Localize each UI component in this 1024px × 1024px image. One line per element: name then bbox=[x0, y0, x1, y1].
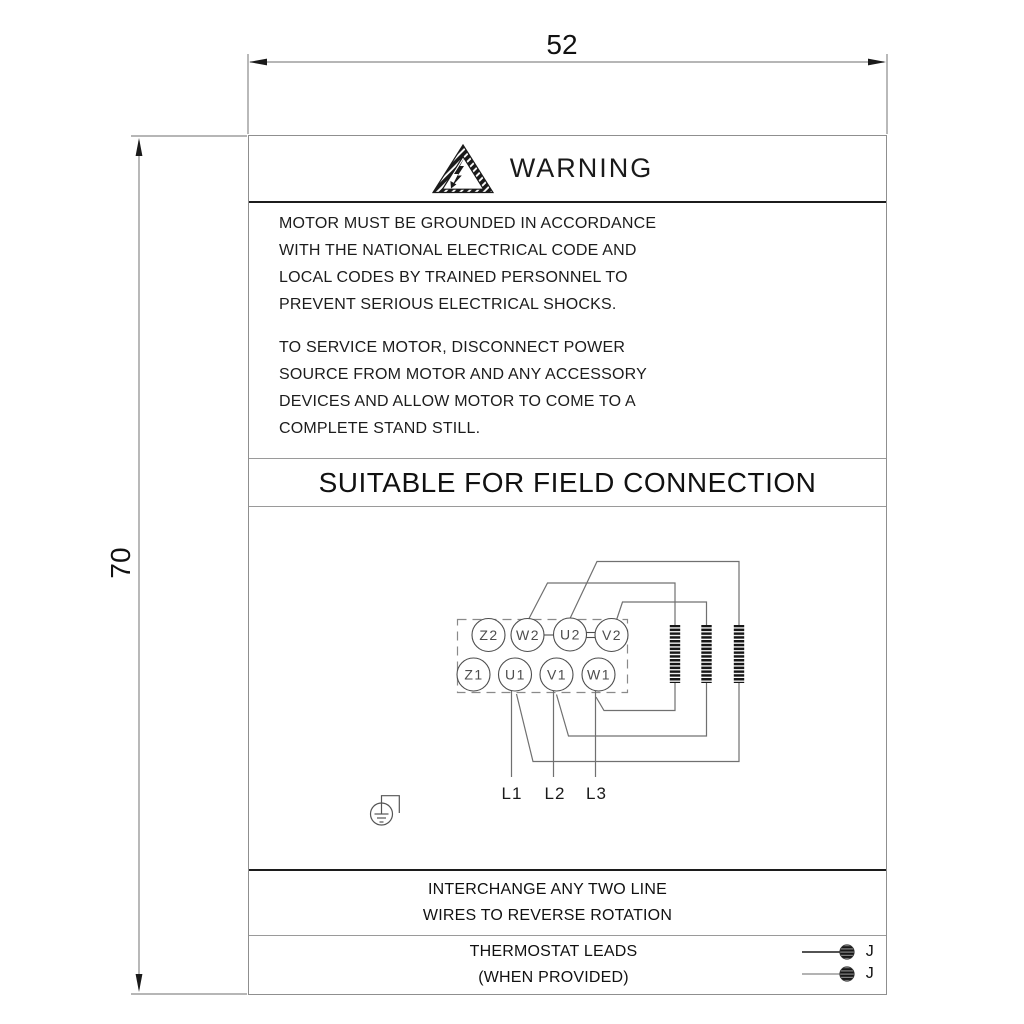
arrowhead-down-icon bbox=[136, 974, 143, 992]
ground-icon bbox=[371, 796, 400, 825]
svg-text:U2: U2 bbox=[560, 626, 581, 643]
terminal-z2 bbox=[472, 619, 505, 652]
svg-text:W2: W2 bbox=[516, 627, 540, 643]
safety-text-section bbox=[249, 203, 886, 458]
text-line: WITH THE NATIONAL ELECTRICAL CODE AND bbox=[279, 242, 637, 259]
warning-title: WARNING bbox=[509, 153, 654, 183]
grounding-paragraph bbox=[279, 210, 866, 318]
text-line: WIRES TO REVERSE ROTATION bbox=[422, 907, 673, 924]
lead-label: J bbox=[865, 965, 874, 982]
field-connection-heading: SUITABLE FOR FIELD CONNECTION bbox=[249, 458, 886, 507]
text-line: MOTOR MUST BE GROUNDED IN ACCORDANCE bbox=[279, 215, 657, 232]
thermostat-lead-1 bbox=[802, 943, 874, 961]
text-line: SOURCE FROM MOTOR AND ANY ACCESSORY bbox=[279, 366, 647, 383]
terminal-u2 bbox=[554, 618, 587, 651]
svg-text:U1: U1 bbox=[505, 666, 526, 683]
text-line: DEVICES AND ALLOW MOTOR TO COME TO A bbox=[279, 393, 636, 410]
service-paragraph bbox=[279, 334, 866, 442]
svg-text:Z2: Z2 bbox=[479, 627, 499, 643]
warning-header bbox=[249, 136, 886, 203]
text-line: INTERCHANGE ANY TWO LINE bbox=[428, 881, 667, 898]
arrowhead-right-icon bbox=[868, 59, 886, 66]
terminal-u1 bbox=[499, 658, 532, 691]
text-line: COMPLETE STAND STILL. bbox=[279, 420, 481, 437]
thermostat-lead-2 bbox=[802, 965, 874, 983]
line-label-l1: L1 bbox=[501, 784, 523, 803]
text-line: PREVENT SERIOUS ELECTRICAL SHOCKS. bbox=[279, 296, 617, 313]
motor-warning-label bbox=[248, 135, 887, 995]
height-dimension-label: 70 bbox=[105, 547, 136, 579]
terminal-z1 bbox=[457, 658, 490, 691]
coil-symbol bbox=[670, 625, 680, 683]
wiring-diagram bbox=[249, 507, 886, 869]
line-label-l3: L3 bbox=[586, 784, 607, 803]
width-dimension bbox=[248, 54, 887, 134]
thermostat-lead-icon bbox=[802, 943, 858, 961]
lead-label: J bbox=[865, 943, 874, 960]
line-label-l2: L2 bbox=[544, 784, 566, 803]
high-voltage-warning-icon bbox=[432, 144, 494, 194]
terminal-w1 bbox=[582, 658, 615, 691]
wiring-diagram-section bbox=[249, 507, 886, 871]
svg-text:Z1: Z1 bbox=[464, 666, 484, 683]
svg-text:V1: V1 bbox=[546, 666, 568, 683]
arrowhead-up-icon bbox=[136, 138, 143, 156]
svg-text:V2: V2 bbox=[601, 627, 623, 643]
height-dimension bbox=[131, 136, 247, 994]
coil-symbol bbox=[734, 625, 744, 683]
supply-line-drops bbox=[512, 691, 596, 778]
text-line: TO SERVICE MOTOR, DISCONNECT POWER bbox=[279, 339, 626, 356]
terminal-v2 bbox=[595, 619, 628, 652]
text-line: (WHEN PROVIDED) bbox=[478, 969, 629, 986]
coil-symbol bbox=[701, 625, 711, 683]
width-dimension-label: 52 bbox=[546, 29, 578, 60]
terminal-v1 bbox=[540, 658, 573, 691]
thermostat-lead-icon bbox=[802, 965, 858, 983]
arrowhead-left-icon bbox=[249, 59, 267, 66]
interchange-note bbox=[249, 871, 886, 936]
winding-coils bbox=[670, 625, 744, 683]
text-line: LOCAL CODES BY TRAINED PERSONNEL TO bbox=[279, 269, 628, 286]
terminal-w2 bbox=[511, 619, 544, 652]
svg-text:W1: W1 bbox=[587, 666, 611, 683]
text-line: THERMOSTAT LEADS bbox=[469, 943, 638, 960]
thermostat-note bbox=[249, 936, 886, 994]
